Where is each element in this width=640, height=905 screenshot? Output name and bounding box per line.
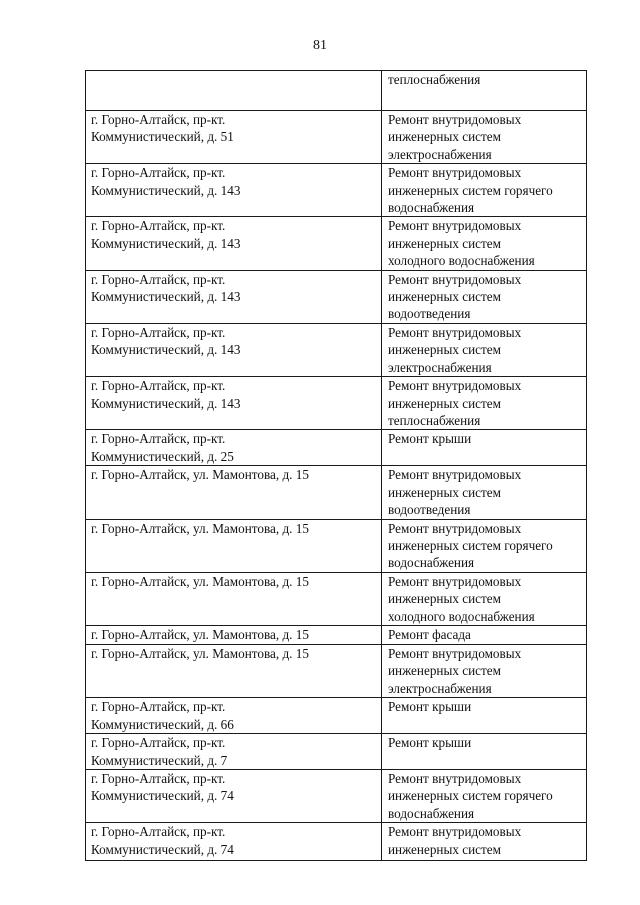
table-row <box>86 644 587 697</box>
table-row <box>86 625 587 644</box>
address-cell: г. Горно-Алтайск, ул. Мамонтова, д. 15 <box>86 625 382 644</box>
work-cell: теплоснабжения <box>382 71 587 111</box>
table-row <box>86 572 587 625</box>
address-cell: г. Горно-Алтайск, пр-кт. Коммунистический, д. 25 <box>86 430 382 466</box>
address-cell: г. Горно-Алтайск, пр-кт. Коммунистический, д. 143 <box>86 323 382 376</box>
address-cell: г. Горно-Алтайск, пр-кт. Коммунистический, д. 143 <box>86 217 382 270</box>
table-row <box>86 734 587 770</box>
page-number: 81 <box>313 38 327 53</box>
work-cell: Ремонт внутридомовых инженерных систем холодного водоснабжения <box>382 217 587 270</box>
table-row <box>86 71 587 111</box>
work-cell: Ремонт внутридомовых инженерных систем электроснабжения <box>382 644 587 697</box>
table-row <box>86 217 587 270</box>
address-cell: г. Горно-Алтайск, ул. Мамонтова, д. 15 <box>86 644 382 697</box>
table-row <box>86 111 587 164</box>
table-row <box>86 823 587 861</box>
work-cell: Ремонт крыши <box>382 734 587 770</box>
work-cell: Ремонт внутридомовых инженерных систем теплоснабжения <box>382 377 587 430</box>
address-cell: г. Горно-Алтайск, ул. Мамонтова, д. 15 <box>86 519 382 572</box>
work-cell: Ремонт внутридомовых инженерных систем электроснабжения <box>382 323 587 376</box>
address-cell: г. Горно-Алтайск, пр-кт. Коммунистический, д. 143 <box>86 377 382 430</box>
work-cell: Ремонт внутридомовых инженерных систем электроснабжения <box>382 111 587 164</box>
address-cell: г. Горно-Алтайск, пр-кт. Коммунистический, д. 66 <box>86 698 382 734</box>
table-row <box>86 430 587 466</box>
work-cell: Ремонт внутридомовых инженерных систем горячего водоснабжения <box>382 519 587 572</box>
work-cell: Ремонт внутридомовых инженерных систем <box>382 823 587 861</box>
table-body <box>86 71 587 861</box>
address-cell: г. Горно-Алтайск, пр-кт. Коммунистический, д. 51 <box>86 111 382 164</box>
address-cell: г. Горно-Алтайск, пр-кт. Коммунистический, д. 143 <box>86 270 382 323</box>
address-cell: г. Горно-Алтайск, пр-кт. Коммунистический, д. 74 <box>86 770 382 823</box>
table-row <box>86 466 587 519</box>
address-cell: г. Горно-Алтайск, ул. Мамонтова, д. 15 <box>86 572 382 625</box>
table-row <box>86 519 587 572</box>
work-cell: Ремонт крыши <box>382 698 587 734</box>
work-cell: Ремонт внутридомовых инженерных систем водоотведения <box>382 466 587 519</box>
repair-works-table <box>85 70 587 861</box>
work-cell: Ремонт внутридомовых инженерных систем холодного водоснабжения <box>382 572 587 625</box>
table-row <box>86 377 587 430</box>
work-cell: Ремонт внутридомовых инженерных систем горячего водоснабжения <box>382 164 587 217</box>
work-cell: Ремонт крыши <box>382 430 587 466</box>
table-row <box>86 698 587 734</box>
address-cell <box>86 71 382 111</box>
work-cell: Ремонт фасада <box>382 625 587 644</box>
address-cell: г. Горно-Алтайск, пр-кт. Коммунистический, д. 74 <box>86 823 382 861</box>
work-cell: Ремонт внутридомовых инженерных систем водоотведения <box>382 270 587 323</box>
address-cell: г. Горно-Алтайск, пр-кт. Коммунистический, д. 7 <box>86 734 382 770</box>
table-row <box>86 270 587 323</box>
table-row <box>86 323 587 376</box>
work-cell: Ремонт внутридомовых инженерных систем горячего водоснабжения <box>382 770 587 823</box>
address-cell: г. Горно-Алтайск, пр-кт. Коммунистический, д. 143 <box>86 164 382 217</box>
table-row <box>86 770 587 823</box>
table-row <box>86 164 587 217</box>
address-cell: г. Горно-Алтайск, ул. Мамонтова, д. 15 <box>86 466 382 519</box>
